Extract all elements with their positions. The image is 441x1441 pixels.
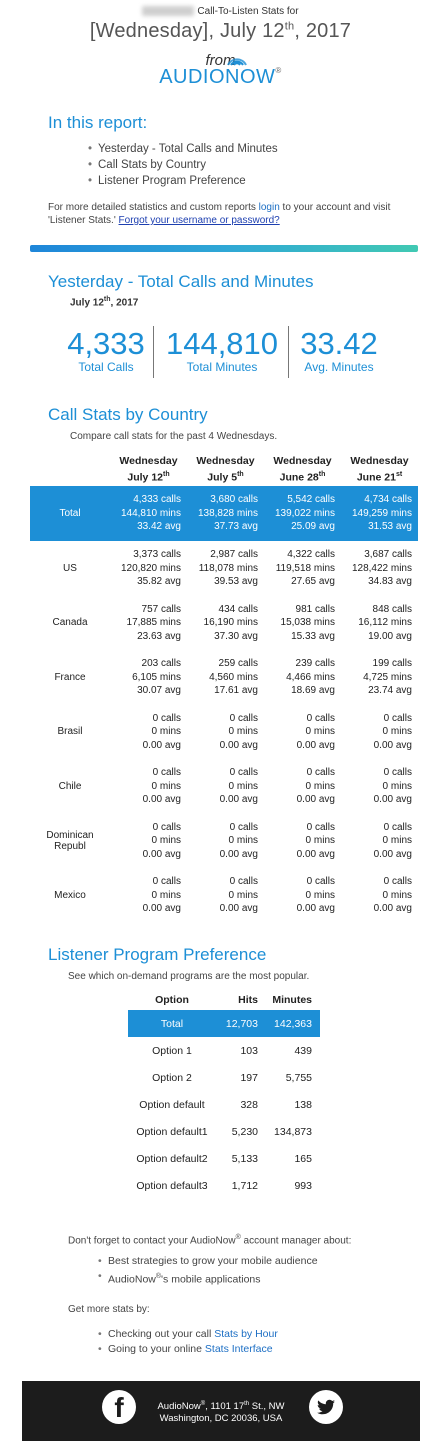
calls-value: 981 calls (295, 603, 335, 615)
header-date-sup: st (395, 471, 403, 479)
program-option: Option default (139, 1098, 205, 1111)
avg-value: 18.69 avg (291, 685, 335, 696)
stat-cell (341, 650, 418, 705)
calls-value: 5,542 calls (287, 494, 335, 506)
avg-value: 35.82 avg (137, 576, 181, 587)
stat-total-calls (60, 328, 152, 374)
header-hits: Hits (238, 994, 258, 1006)
mins-value: 16,190 mins (203, 617, 258, 628)
stat-cell (110, 486, 187, 541)
calls-value: 4,734 calls (364, 494, 412, 506)
program-minutes: 165 (294, 1152, 312, 1165)
stat-cell (187, 650, 264, 705)
redacted-station-name (142, 6, 194, 16)
list-item (108, 1254, 318, 1269)
country-stats-table (30, 454, 418, 923)
program-option: Option 1 (152, 1044, 192, 1057)
list-item-text: Checking out your call (108, 1328, 215, 1340)
program-minutes: 993 (294, 1179, 312, 1192)
avg-value: 0.00 avg (219, 848, 258, 860)
calls-value: 259 calls (218, 658, 258, 669)
manager-topics-list (94, 1254, 318, 1288)
table-row (128, 1172, 320, 1199)
header-cell-week (187, 454, 264, 486)
yesterday-date (70, 296, 138, 308)
avg-value: 19.00 avg (368, 630, 412, 642)
mins-value: 0 mins (305, 780, 335, 792)
list-item-text: Going to your online (108, 1343, 205, 1355)
avg-value: 25.09 avg (291, 521, 335, 533)
stat-cell (264, 650, 341, 705)
section-divider-bar (30, 245, 418, 252)
stat-cell (110, 705, 187, 760)
audionow-logo (0, 66, 441, 89)
signal-waves-icon (226, 51, 248, 67)
avg-minutes-value: 33.42 (300, 326, 378, 361)
avg-value: 0.00 avg (219, 903, 258, 914)
header-date: July 5 (207, 471, 238, 484)
stat-cell (341, 705, 418, 760)
twitter-bird-icon (309, 1390, 343, 1424)
program-section-title: Listener Program Preference (48, 945, 267, 964)
more-stats-list (94, 1327, 278, 1357)
registered-mark: ® (235, 1234, 241, 1241)
header-day: Wednesday (273, 455, 332, 468)
mins-value: 0 mins (151, 780, 181, 792)
mins-value: 0 mins (305, 835, 335, 846)
avg-value: 0.00 avg (142, 903, 181, 914)
mins-value: 17,885 mins (126, 617, 181, 628)
country-name: Canada (52, 617, 88, 629)
calls-value: 0 calls (229, 767, 258, 778)
mins-value: 139,022 mins (274, 507, 335, 519)
stat-cell (187, 486, 264, 541)
avg-value: 23.63 avg (137, 630, 181, 642)
stat-cell (187, 814, 264, 869)
table-row-total (128, 1010, 320, 1037)
total-minutes-label: Total Minutes (186, 360, 258, 374)
table-row (30, 868, 418, 923)
table-row (30, 596, 418, 651)
more-stats-title: Get more stats by: (68, 1304, 150, 1315)
calls-value: 4,333 calls (133, 494, 181, 506)
logo-wordmark: AUDIONOW (159, 66, 276, 88)
avg-value: 0.00 avg (296, 848, 335, 860)
calls-value: 0 calls (152, 876, 181, 887)
program-hits: 197 (240, 1071, 258, 1084)
stat-cell (341, 541, 418, 596)
stat-cell (110, 596, 187, 651)
mins-value: 144,810 mins (120, 507, 181, 519)
calls-value: 199 calls (372, 658, 412, 669)
calls-value: 848 calls (372, 603, 412, 615)
program-hits: 103 (240, 1044, 258, 1057)
stat-cell (264, 705, 341, 760)
program-option: Option default1 (136, 1125, 208, 1138)
calls-value: 0 calls (383, 767, 412, 778)
yesterday-date-main: July 12 (70, 297, 104, 309)
mins-value: 0 mins (151, 835, 181, 846)
stat-divider (153, 326, 154, 378)
header-date-sup: th (163, 471, 170, 479)
avg-value: 0.00 avg (296, 794, 335, 805)
list-item: • Yesterday - Total Calls and Minutes (98, 141, 278, 157)
mins-value: 15,038 mins (280, 617, 335, 628)
header-day: Wednesday (350, 455, 409, 468)
manager-note-text-2: account manager about: (240, 1235, 352, 1247)
stat-avg-minutes (292, 328, 386, 374)
program-minutes: 439 (294, 1044, 312, 1057)
country-name: France (54, 671, 86, 683)
stat-cell (341, 759, 418, 814)
table-row (30, 759, 418, 814)
program-minutes: 5,755 (285, 1071, 312, 1084)
avg-minutes-label: Avg. Minutes (304, 360, 374, 374)
manager-note-text: Don't forget to contact your AudioNow (68, 1235, 236, 1247)
mins-value: 120,820 mins (120, 562, 181, 574)
total-minutes-value: 144,810 (165, 326, 279, 361)
table-row (30, 814, 418, 869)
list-item-text: AudioNow (108, 1273, 156, 1286)
report-contents-list (84, 141, 278, 189)
table-row (128, 1091, 320, 1118)
program-option: Total (128, 1010, 216, 1037)
table-header-row (128, 990, 320, 1010)
address-street-2: St., NW (249, 1401, 285, 1413)
avg-value: 0.00 avg (219, 794, 258, 805)
mins-value: 4,466 mins (286, 671, 335, 683)
twitter-icon[interactable] (309, 1390, 343, 1424)
mins-value: 0 mins (305, 889, 335, 901)
table-row (128, 1118, 320, 1145)
program-hits: 1,712 (231, 1179, 258, 1192)
avg-value: 17.61 avg (214, 685, 258, 696)
table-row-total (30, 486, 418, 541)
list-item: • Listener Program Preference (98, 173, 278, 189)
avg-value: 0.00 avg (142, 848, 181, 860)
stats-interface-link[interactable]: Stats Interface (204, 1343, 273, 1355)
mins-value: 118,078 mins (198, 562, 258, 574)
country-name: Total (30, 486, 110, 541)
calls-value: 2,987 calls (210, 549, 258, 560)
avg-value: 33.42 avg (137, 521, 181, 533)
calls-value: 757 calls (141, 603, 181, 615)
list-item-text-2: 's mobile applications (161, 1273, 261, 1286)
program-minutes: 138 (294, 1098, 312, 1111)
avg-value: 39.53 avg (214, 576, 258, 587)
stat-cell (187, 705, 264, 760)
calls-value: 434 calls (218, 603, 258, 615)
avg-value: 0.00 avg (142, 739, 181, 751)
report-note-text-2: to your account and visit 'Listener Stats.' (48, 202, 391, 226)
avg-value: 15.33 avg (291, 630, 335, 642)
country-name: Dominican Republ (46, 829, 94, 852)
stat-cell (341, 486, 418, 541)
stat-cell (341, 596, 418, 651)
program-hits: 5,230 (231, 1125, 258, 1138)
country-section-subtitle: Compare call stats for the past 4 Wednesdays. (70, 431, 278, 442)
header-top-text: Call-To-Listen Stats for (197, 6, 299, 17)
in-this-report-title: In this report: (48, 113, 148, 132)
mins-value: 0 mins (382, 726, 412, 737)
forgot-credentials-link[interactable]: Forgot your username or password? (118, 215, 280, 226)
calls-value: 3,373 calls (133, 549, 181, 560)
list-item (108, 1327, 278, 1342)
calls-value: 0 calls (306, 876, 335, 887)
header-date-sup: th (237, 471, 244, 479)
avg-value: 37.73 avg (214, 521, 258, 533)
calls-value: 0 calls (383, 876, 412, 887)
total-calls-value: 4,333 (67, 326, 145, 361)
avg-value: 23.74 avg (368, 685, 412, 696)
total-calls-label: Total Calls (78, 360, 134, 374)
mins-value: 6,105 mins (132, 671, 181, 683)
program-section-subtitle: See which on-demand programs are the most popular. (68, 971, 310, 982)
from-label: from (205, 52, 236, 69)
mins-value: 0 mins (228, 889, 258, 901)
country-name: Brasil (57, 726, 83, 738)
mins-value: 0 mins (382, 780, 412, 792)
calls-value: 0 calls (383, 821, 412, 833)
calls-value: 3,680 calls (210, 494, 258, 506)
avg-value: 27.65 avg (291, 576, 335, 587)
calls-value: 0 calls (306, 767, 335, 778)
mins-value: 0 mins (151, 889, 181, 901)
program-preference-table (128, 990, 320, 1199)
calls-value: 0 calls (152, 767, 181, 778)
program-option: Option 2 (152, 1071, 192, 1084)
footer (22, 1381, 420, 1441)
list-item (108, 1342, 278, 1357)
mins-value: 16,112 mins (358, 617, 412, 628)
avg-value: 0.00 avg (373, 848, 412, 860)
manager-note (68, 1231, 351, 1247)
stat-divider (288, 326, 289, 378)
calls-value: 203 calls (141, 658, 181, 669)
list-item: • Call Stats by Country (98, 157, 278, 173)
mins-value: 0 mins (382, 835, 412, 846)
country-name: US (63, 562, 77, 574)
stat-cell (264, 868, 341, 923)
stat-cell (187, 596, 264, 651)
mins-value: 0 mins (305, 726, 335, 737)
address-street: , 1101 17 (205, 1401, 245, 1413)
header-date-sup: th (318, 471, 326, 479)
report-date-title (0, 20, 441, 43)
avg-value: 0.00 avg (142, 794, 181, 805)
program-minutes: 142,363 (258, 1010, 320, 1037)
country-name: Mexico (54, 889, 86, 901)
calls-value: 0 calls (306, 712, 335, 724)
table-row (30, 541, 418, 596)
footer-address (22, 1398, 420, 1425)
table-row (128, 1064, 320, 1091)
calls-value: 0 calls (229, 712, 258, 724)
stat-cell (187, 868, 264, 923)
stat-total-minutes (160, 328, 284, 374)
calls-value: 239 calls (295, 658, 335, 669)
calls-value: 0 calls (229, 821, 258, 833)
table-row (128, 1145, 320, 1172)
stat-cell (264, 541, 341, 596)
avg-value: 0.00 avg (373, 739, 412, 751)
avg-value: 34.83 avg (368, 576, 412, 587)
stat-cell (341, 868, 418, 923)
mins-value: 4,725 mins (363, 671, 412, 683)
header-cell-week (341, 454, 418, 486)
stat-cell (264, 814, 341, 869)
report-note (48, 201, 423, 227)
table-row (128, 1037, 320, 1064)
mins-value: 119,518 mins (275, 562, 335, 574)
header-cell-week (110, 454, 187, 486)
address-street-sup: th (244, 1401, 250, 1407)
address-city: Washington, DC 20036, USA (159, 1413, 283, 1425)
registered-mark: ® (155, 1273, 162, 1280)
stat-cell (110, 650, 187, 705)
country-name: Chile (58, 780, 82, 792)
mins-value: 4,560 mins (209, 671, 258, 683)
country-section-title: Call Stats by Country (48, 405, 208, 424)
avg-value: 37.30 avg (214, 630, 258, 642)
mins-value: 0 mins (228, 780, 258, 792)
header-minutes: Minutes (272, 994, 312, 1006)
calls-value: 4,322 calls (287, 549, 335, 560)
calls-value: 0 calls (152, 821, 181, 833)
calls-value: 0 calls (306, 821, 335, 833)
report-date-sup: th (284, 20, 295, 33)
list-item (108, 1269, 318, 1288)
mins-value: 0 mins (382, 889, 412, 901)
avg-value: 0.00 avg (296, 739, 335, 751)
avg-value: 0.00 avg (296, 903, 335, 914)
table-row (30, 705, 418, 760)
avg-value: 31.53 avg (368, 521, 412, 533)
program-hits: 12,703 (216, 1010, 258, 1037)
stat-cell (110, 814, 187, 869)
stats-by-hour-link[interactable]: Stats by Hour (214, 1328, 278, 1340)
mins-value: 138,828 mins (197, 507, 258, 519)
program-hits: 328 (240, 1098, 258, 1111)
report-date-main: [Wednesday], July 12 (89, 20, 285, 42)
mins-value: 128,422 mins (351, 562, 412, 574)
report-note-text: For more detailed statistics and custom reports (48, 202, 259, 213)
yesterday-date-year: , 2017 (110, 297, 139, 309)
stat-cell (110, 541, 187, 596)
mins-value: 0 mins (228, 835, 258, 846)
avg-value: 0.00 avg (219, 739, 258, 751)
stat-cell (341, 814, 418, 869)
list-item-text: Best strategies to grow your mobile audience (108, 1255, 318, 1267)
stat-cell (110, 868, 187, 923)
calls-value: 0 calls (152, 712, 181, 724)
calls-value: 3,687 calls (364, 549, 412, 560)
stat-cell (264, 486, 341, 541)
registered-mark: ® (200, 1401, 206, 1407)
avg-value: 30.07 avg (137, 685, 181, 696)
header-top-line (0, 6, 441, 17)
program-hits: 5,133 (231, 1152, 258, 1165)
stat-cell (187, 759, 264, 814)
program-minutes: 134,873 (274, 1125, 312, 1138)
facebook-glyph: f (114, 1392, 124, 1423)
header-date: July 12 (127, 471, 163, 484)
stat-cell (264, 759, 341, 814)
mins-value: 0 mins (228, 726, 258, 737)
report-date-year: , 2017 (294, 20, 352, 42)
login-link[interactable]: login (258, 202, 280, 213)
header-cell-country (30, 454, 110, 486)
stat-cell (187, 541, 264, 596)
logo-registered: ® (275, 66, 282, 75)
yesterday-date-sup: th (103, 296, 111, 303)
table-row (30, 650, 418, 705)
header-day: Wednesday (196, 455, 255, 468)
table-header-row (30, 454, 418, 486)
header-date: June 28 (279, 471, 319, 484)
address-company: AudioNow (157, 1401, 201, 1413)
avg-value: 0.00 avg (373, 794, 412, 805)
header-date: June 21 (356, 471, 396, 484)
program-option: Option default2 (136, 1152, 208, 1165)
stat-cell (264, 596, 341, 651)
header-option: Option (155, 994, 189, 1006)
header-day: Wednesday (119, 455, 178, 468)
mins-value: 149,259 mins (351, 507, 412, 519)
header-cell-week (264, 454, 341, 486)
mins-value: 0 mins (151, 726, 181, 737)
calls-value: 0 calls (383, 712, 412, 724)
avg-value: 0.00 avg (373, 903, 412, 914)
yesterday-title: Yesterday - Total Calls and Minutes (48, 272, 314, 291)
calls-value: 0 calls (229, 876, 258, 887)
program-option: Option default3 (136, 1179, 208, 1192)
stat-cell (110, 759, 187, 814)
